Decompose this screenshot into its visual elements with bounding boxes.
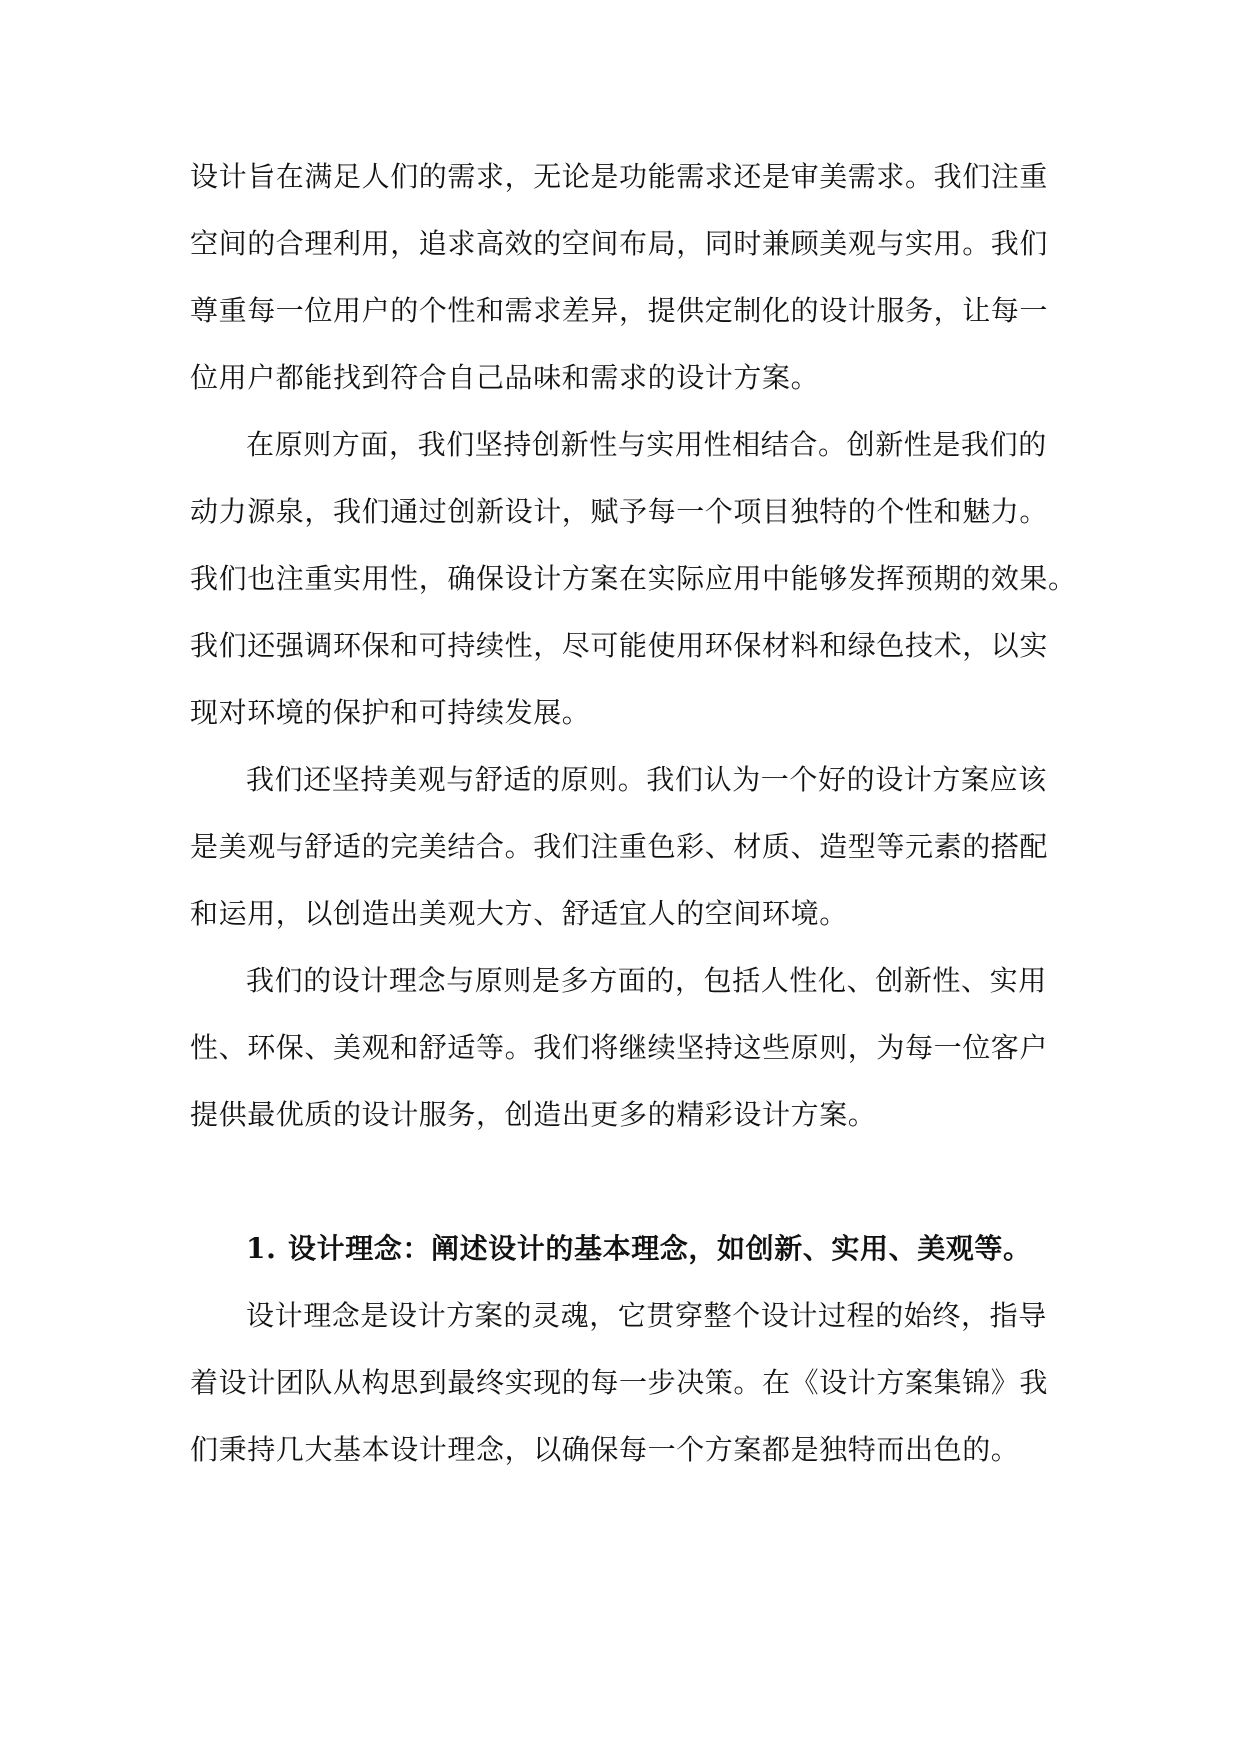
section-spacer	[190, 1148, 1056, 1215]
text-line: 和运用，以创造出美观大方、舒适宜人的空间环境。	[190, 897, 848, 930]
text-line: 现对环境的保护和可持续发展。	[190, 696, 591, 729]
paragraph-2	[190, 411, 1077, 746]
paragraph-3	[190, 746, 1056, 947]
text-line: 设计理念是设计方案的灵魂，它贯穿整个设计过程的始终，指导	[246, 1299, 1047, 1332]
text-line: 尊重每一位用户的个性和需求差异，提供定制化的设计服务，让每一	[190, 294, 1049, 327]
text-line: 是美观与舒适的完美结合。我们注重色彩、材质、造型等元素的搭配	[190, 830, 1049, 863]
text-line: 我们的设计理念与原则是多方面的，包括人性化、创新性、实用	[246, 964, 1047, 997]
text-line: 动力源泉，我们通过创新设计，赋予每一个项目独特的个性和魅力。	[190, 495, 1049, 528]
section-heading	[190, 1215, 1056, 1282]
text-line: 性、环保、美观和舒适等。我们将继续坚持这些原则，为每一位客户	[190, 1031, 1049, 1064]
text-line: 们秉持几大基本设计理念，以确保每一个方案都是独特而出色的。	[190, 1433, 1020, 1466]
text-line: 空间的合理利用，追求高效的空间布局，同时兼顾美观与实用。我们	[190, 227, 1049, 260]
text-line: 我们还强调环保和可持续性，尽可能使用环保材料和绿色技术，以实	[190, 629, 1049, 662]
heading-text: 设计理念：阐述设计的基本理念，如创新、实用、美观等。	[288, 1232, 1032, 1265]
paragraph-5	[190, 1282, 1056, 1483]
heading-number: 1.	[246, 1232, 277, 1265]
text-line: 设计旨在满足人们的需求，无论是功能需求还是审美需求。我们注重	[190, 160, 1049, 193]
text-line: 我们也注重实用性，确保设计方案在实际应用中能够发挥预期的效果。	[190, 562, 1077, 595]
text-line: 我们还坚持美观与舒适的原则。我们认为一个好的设计方案应该	[246, 763, 1047, 796]
text-line: 位用户都能找到符合自己品味和需求的设计方案。	[190, 361, 820, 394]
paragraph-4	[190, 947, 1056, 1148]
document-body	[190, 143, 1077, 1483]
text-line: 着设计团队从构思到最终实现的每一步决策。在《设计方案集锦》我	[190, 1366, 1049, 1399]
text-line: 在原则方面，我们坚持创新性与实用性相结合。创新性是我们的	[246, 428, 1047, 461]
paragraph-1	[190, 143, 1056, 411]
text-line: 提供最优质的设计服务，创造出更多的精彩设计方案。	[190, 1098, 877, 1131]
